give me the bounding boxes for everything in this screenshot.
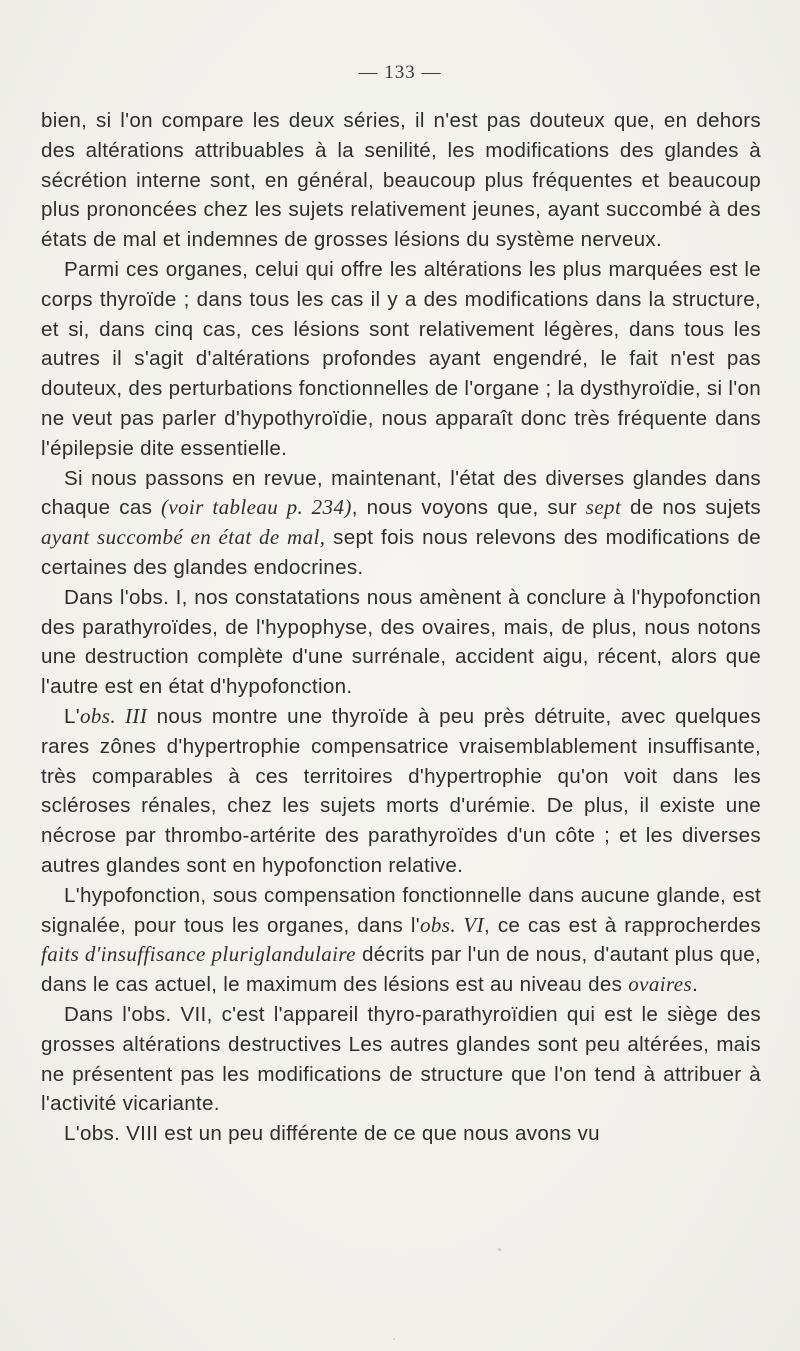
paragraph-6-emphasis-insuffisance: faits d'insuffisance pluriglandulaire [41, 942, 356, 967]
paragraph-6-text-a: L'hypofonction, sous compensation fonctionnelle dans aucune glande, est signalée, pour tous les organes, dans l' [41, 883, 761, 937]
paragraph-3-table-reference: (voir tableau p. 234) [161, 495, 352, 520]
body-text [41, 106, 761, 1149]
paragraph-3-text-c: , nous voyons que, sur [351, 496, 586, 520]
paragraph-3 [41, 464, 761, 583]
paragraph-3-emphasis-sept: sept [585, 495, 622, 520]
paper-speck [498, 1248, 501, 1251]
paragraph-6-text-e: décrits par l'un de nous, d'autant plus que, dans le cas actuel, le maximum des lésions est au niveau des [41, 943, 761, 997]
paragraph-6-emphasis-ovaires: ovaires [628, 972, 693, 997]
paragraph-5-text-a: L' [64, 704, 80, 728]
paragraph-8: L'obs. VIII est un peu différente de ce que nous avons vu [64, 1122, 600, 1146]
paragraph-3-text-a: Si nous passons en revue, maintenant, l'état des diverses glandes dans chaque cas [41, 466, 761, 520]
paragraph-6-text-g: . [692, 973, 699, 997]
paragraph-7: Dans l'obs. VII, c'est l'appareil thyro-parathyroïdien qui est le siège des grosses altérations destructives Les autres glandes sont peu altérées, mais ne présentent pas les modifications de structure que l'on tend à attribuer à l'activité vicariante. [41, 1002, 761, 1116]
paragraph-2: Parmi ces organes, celui qui offre les altérations les plus marquées est le corps thyroïde ; dans tous les cas il y a des modifications dans la structure, et si, dans cinq cas, ces lésions sont relativement légères, dans tous les autres il s'agit d'altérations profondes ayant engendré, le fait n'est pas douteux, des perturbations fonctionnelles de l'organe ; la dysthyroïdie, si l'on ne veut pas parler d'hypothyroïdie, nous apparaît donc très fréquente dans l'épilepsie dite essentielle. [41, 257, 761, 460]
paragraph-5-obs-reference: obs. III [80, 703, 148, 728]
paragraph-3-emphasis-etat-de-mal: ayant succombé en état de mal, [41, 525, 326, 550]
paragraph-5 [41, 702, 761, 881]
paper-speck [393, 1338, 395, 1340]
paragraph-6-obs-reference: obs. VI [420, 912, 485, 937]
paragraph-4: Dans l'obs. I, nos constatations nous amènent à conclure à l'hypofonction des parathyroïdes, de l'hypophyse, des ovaires, mais, de plus, nous notons une destruction complète d'une surrénale, accident aigu, récent, alors que l'autre est en état d'hypofonction. [41, 585, 761, 699]
paragraph-1: bien, si l'on compare les deux séries, il n'est pas douteux que, en dehors des altérations attribuables à la senilité, les modifications des glandes à sécrétion interne sont, en général, beaucoup plus fréquentes et beaucoup plus prononcées chez les sujets relativement jeunes, ayant succombé à des états de mal et indemnes de grosses lésions du système nerveux. [41, 109, 761, 252]
page-number: — 133 — [358, 62, 442, 83]
paragraph-6 [41, 881, 761, 1000]
paragraph-5-text-c: nous montre une thyroïde à peu près détruite, avec quelques rares zônes d'hypertrophie compensatrice vraisemblablement insuffisante, très comparables à ces territoires d'hypertrophie qu'on voit dans les scléroses rénales, chez les sujets morts d'urémie. De plus, il existe une nécrose par thrombo-artérite des parathyroïdes d'un côte ; et les diverses autres glandes sont en hypofonction relative. [41, 704, 761, 877]
paragraph-6-text-c: , ce cas est à rapprocherdes [484, 913, 762, 937]
paragraph-3-text-e: de nos sujets [621, 496, 761, 520]
paragraph-3-text-g: sept fois nous relevons des modifications de certaines des glandes endocrines. [41, 526, 761, 579]
